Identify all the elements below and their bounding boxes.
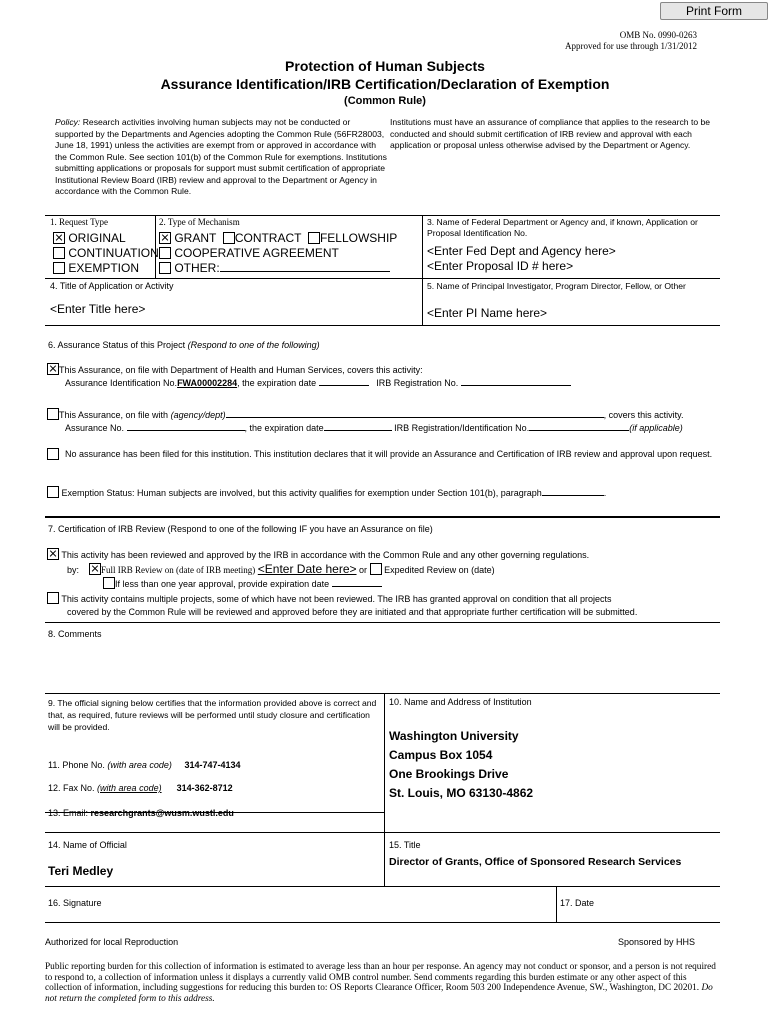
expiration-date-field[interactable] (332, 578, 382, 587)
address-line-2[interactable]: Campus Box 1054 (389, 748, 493, 762)
checkbox-icon[interactable] (89, 563, 101, 575)
full-review-option[interactable] (89, 565, 255, 575)
request-option-original[interactable] (53, 231, 159, 246)
mechanism-fellowship[interactable] (308, 231, 397, 245)
section9-label: 9. The official signing below certifies that the information provided above is correct and that, as required, future reviews will be performed until study closure and certification will be provided. (48, 698, 377, 732)
mechanism-grant[interactable] (159, 231, 216, 245)
option-label: ORIGINAL (68, 231, 126, 245)
policy-right: Institutions must have an assurance of compliance that applies to the research to be conducted and should submit certification of IRB review and approval with each application or proposal unless otherwise advised by the Department or Agency. (390, 117, 711, 150)
omb-block (565, 30, 697, 52)
or-label: or (359, 565, 368, 575)
certification-option-2 (47, 592, 637, 619)
phone-field[interactable]: 314-747-4134 (184, 760, 241, 770)
assurance-no-label: Assurance No. (65, 423, 125, 433)
option-label: GRANT (174, 231, 217, 245)
by-label: by: (67, 565, 80, 575)
assurance-option-1 (47, 363, 571, 390)
checkbox-icon[interactable] (47, 363, 59, 375)
assurance-option-4: Exemption Status: Human subjects are involved, but this activity qualifies for exemption under Section 101(b), paragraph . (47, 486, 606, 498)
official-title-field[interactable]: Director of Grants, Office of Sponsored Research Services (389, 856, 682, 868)
section14-label: 14. Name of Official (48, 840, 127, 850)
institution-name[interactable]: Washington University (389, 729, 519, 743)
checkbox-icon[interactable] (53, 232, 65, 244)
fax-note: (with area code) (97, 783, 162, 793)
assurance-prefix: Assurance Identification No. (65, 378, 178, 388)
form-subtitle: (Common Rule) (344, 95, 426, 107)
option-label: OTHER: (174, 261, 220, 275)
phone-note: (with area code) (107, 760, 172, 770)
footer-authorized: Authorized for local Reproduction (45, 937, 179, 947)
agency-note: (agency/dept) (170, 410, 226, 420)
checkbox-icon[interactable] (103, 577, 115, 589)
irb-meeting-date-field[interactable]: <Enter Date here> (257, 562, 357, 576)
expiration-date-field[interactable] (319, 377, 369, 386)
checkbox-icon[interactable] (47, 448, 59, 460)
official-name-field[interactable]: Teri Medley (48, 864, 114, 878)
section6-title: 6. Assurance Status of this Project (48, 340, 186, 350)
option-text-2: covered by the Common Rule will be reviewed and approved before they are initiated and that appropriate further certification will be submitted. (67, 607, 638, 617)
expiration-date-field[interactable] (324, 422, 392, 431)
option-text: This Assurance, on file with (59, 410, 169, 420)
checkbox-icon[interactable] (47, 592, 59, 604)
mechanism-contract[interactable] (223, 231, 301, 245)
other-mechanism-field[interactable] (220, 262, 390, 272)
checkbox-icon[interactable] (223, 232, 235, 244)
request-type-options (53, 231, 159, 276)
checkbox-icon[interactable] (47, 408, 59, 420)
agency-field[interactable] (226, 409, 604, 418)
address-line-4[interactable]: St. Louis, MO 63130-4862 (389, 786, 534, 800)
option-text: This activity contains multiple projects, some of which have not been reviewed. The IRB has granted approval on condition that all projects (61, 594, 612, 604)
checkbox-icon[interactable] (159, 247, 171, 259)
full-review-label: Full IRB Review on (date of IRB meeting) (101, 565, 256, 575)
checkbox-icon[interactable] (53, 262, 65, 274)
section1-label: 1. Request Type (50, 217, 108, 227)
option-label: CONTINUATION (68, 246, 159, 260)
phone-row (48, 760, 241, 770)
assurance-option-3 (47, 448, 717, 460)
pi-name-field[interactable]: <Enter PI Name here> (427, 306, 548, 320)
certification-option-1 (47, 548, 589, 591)
assurance-id-value[interactable]: FWA00002284 (177, 378, 238, 388)
option-label: COOPERATIVE AGREEMENT (174, 246, 339, 260)
section2-label: 2. Type of Mechanism (159, 217, 240, 227)
address-line-3[interactable]: One Brookings Drive (389, 767, 509, 781)
applicable-note: (if applicable) (629, 423, 683, 433)
expiration-label: , the expiration date (244, 423, 324, 433)
burden-text: Public reporting burden for this collection of information is estimated to average less than an hour per response. An agency may not conduct or sponsor, and a person is not required to respond to, a collection of information unless it displays a currently valid OMB control number. Send comments regarding this burden estimate or any other aspect of this collection of information, including suggestions for reducing this burden to: OS Reports Clearance Officer, Room 503 200 Independence Avenue, SW., Washington, DC 20201. (45, 962, 716, 993)
request-option-continuation[interactable] (53, 246, 159, 261)
fax-row (48, 783, 233, 793)
section16-label: 16. Signature (48, 898, 102, 908)
print-form-button[interactable]: Print Form (660, 2, 768, 20)
expiration-label: , the expiration date (237, 378, 317, 388)
section15-label: 15. Title (389, 840, 421, 850)
footer-sponsored: Sponsored by HHS (617, 937, 695, 947)
policy-left-text: Research activities involving human subjects may not be conducted or supported by the Departments and Agencies adopting the Common Rule (56FR28003, June 18, 1991) unless the activities are exempt from or approved in accordance with the Common Rule. See section 101(b) of the Common Rule for exemptions. Institutions submitting applications or proposals for support must submit certification of appropriate Institutional Review Board (IRB) review and approval to the Department or Agency in accordance with the Common Rule. (55, 117, 387, 196)
irb-label: IRB Registration/Identification No. (394, 423, 530, 433)
section6-label (48, 340, 320, 350)
expedited-option[interactable] (370, 565, 495, 575)
section4-label: 4. Title of Application or Activity (50, 281, 174, 291)
option-label: EXEMPTION (68, 261, 140, 275)
request-option-exemption[interactable] (53, 261, 159, 276)
section6-note: (Respond to one of the following) (187, 340, 320, 350)
email-label: 13. Email: (48, 808, 89, 818)
less-than-year-option[interactable] (103, 579, 329, 589)
phone-label: 11. Phone No. (48, 760, 105, 770)
checkbox-icon[interactable] (159, 232, 171, 244)
checkbox-icon[interactable] (53, 247, 65, 259)
irb-registration-field[interactable] (461, 377, 571, 386)
section5-label: 5. Name of Principal Investigator, Program Director, Fellow, or Other (427, 281, 686, 291)
proposal-id-field[interactable]: <Enter Proposal ID # here> (427, 259, 574, 273)
irb-label: IRB Registration No. (376, 378, 459, 388)
comments-field[interactable] (48, 642, 718, 690)
policy-left (55, 117, 387, 198)
omb-number: OMB No. 0990-0263 (619, 30, 697, 40)
mechanism-options (159, 231, 397, 276)
option-label: CONTRACT (234, 231, 302, 245)
footer-burden (45, 962, 723, 1004)
institution-address (389, 727, 533, 803)
irb-id-field[interactable] (529, 422, 629, 431)
less-than-year-label: If less than one year approval, provide expiration date (115, 579, 330, 589)
expedited-label: Expedited Review on (date) (384, 565, 495, 575)
section10-label: 10. Name and Address of Institution (389, 697, 532, 707)
option-label: FELLOWSHIP (319, 231, 398, 245)
mechanism-other[interactable] (159, 261, 397, 276)
assurance-option-2 (47, 408, 683, 435)
section8-label: 8. Comments (48, 629, 102, 639)
policy-label: Policy: (55, 117, 81, 127)
form-title: Protection of Human Subjects (285, 58, 485, 74)
checkbox-icon[interactable] (159, 262, 171, 274)
section7-label: 7. Certification of IRB Review (Respond to one of the following IF you have an Assurance on file) (48, 524, 433, 534)
option-text-end: , covers this activity. (603, 410, 684, 420)
option-text: This Assurance, on file with Department of Health and Human Services, covers this activity: (59, 365, 423, 375)
section17-label: 17. Date (560, 898, 595, 908)
fax-label: 12. Fax No. (48, 783, 95, 793)
checkbox-icon[interactable] (370, 563, 382, 575)
mechanism-cooperative[interactable] (159, 246, 397, 261)
fax-field[interactable]: 314-362-8712 (176, 783, 233, 793)
section3-fields (427, 244, 616, 274)
form-title-2: Assurance Identification/IRB Certification/Declaration of Exemption (160, 76, 610, 92)
checkbox-icon[interactable] (47, 486, 59, 498)
fed-dept-field[interactable]: <Enter Fed Dept and Agency here> (427, 244, 616, 258)
email-row (48, 808, 234, 818)
option-text: No assurance has been filed for this institution. This institution declares that it will provide an Assurance and Certification of IRB review and approval upon request. (65, 449, 713, 459)
option-text: Exemption Status: Human subjects are involved, but this activity qualifies for exemption under Section 101(b), paragraph (61, 488, 542, 498)
section3-label: 3. Name of Federal Department or Agency and, if known, Application or Proposal Identification No. (427, 217, 698, 238)
burden-italic: Do not return the completed form to this address. (45, 983, 713, 1004)
checkbox-icon[interactable] (47, 548, 59, 560)
option-text: This activity has been reviewed and approved by the IRB in accordance with the Common Rule and any other governing regulations. (61, 550, 590, 560)
omb-approved: Approved for use through 1/31/2012 (565, 41, 697, 51)
assurance-no-field[interactable] (127, 422, 245, 431)
paragraph-field[interactable] (542, 487, 604, 496)
checkbox-icon[interactable] (308, 232, 320, 244)
email-field[interactable]: researchgrants@wusm.wustl.edu (90, 808, 234, 818)
title-field[interactable]: <Enter Title here> (50, 302, 146, 316)
